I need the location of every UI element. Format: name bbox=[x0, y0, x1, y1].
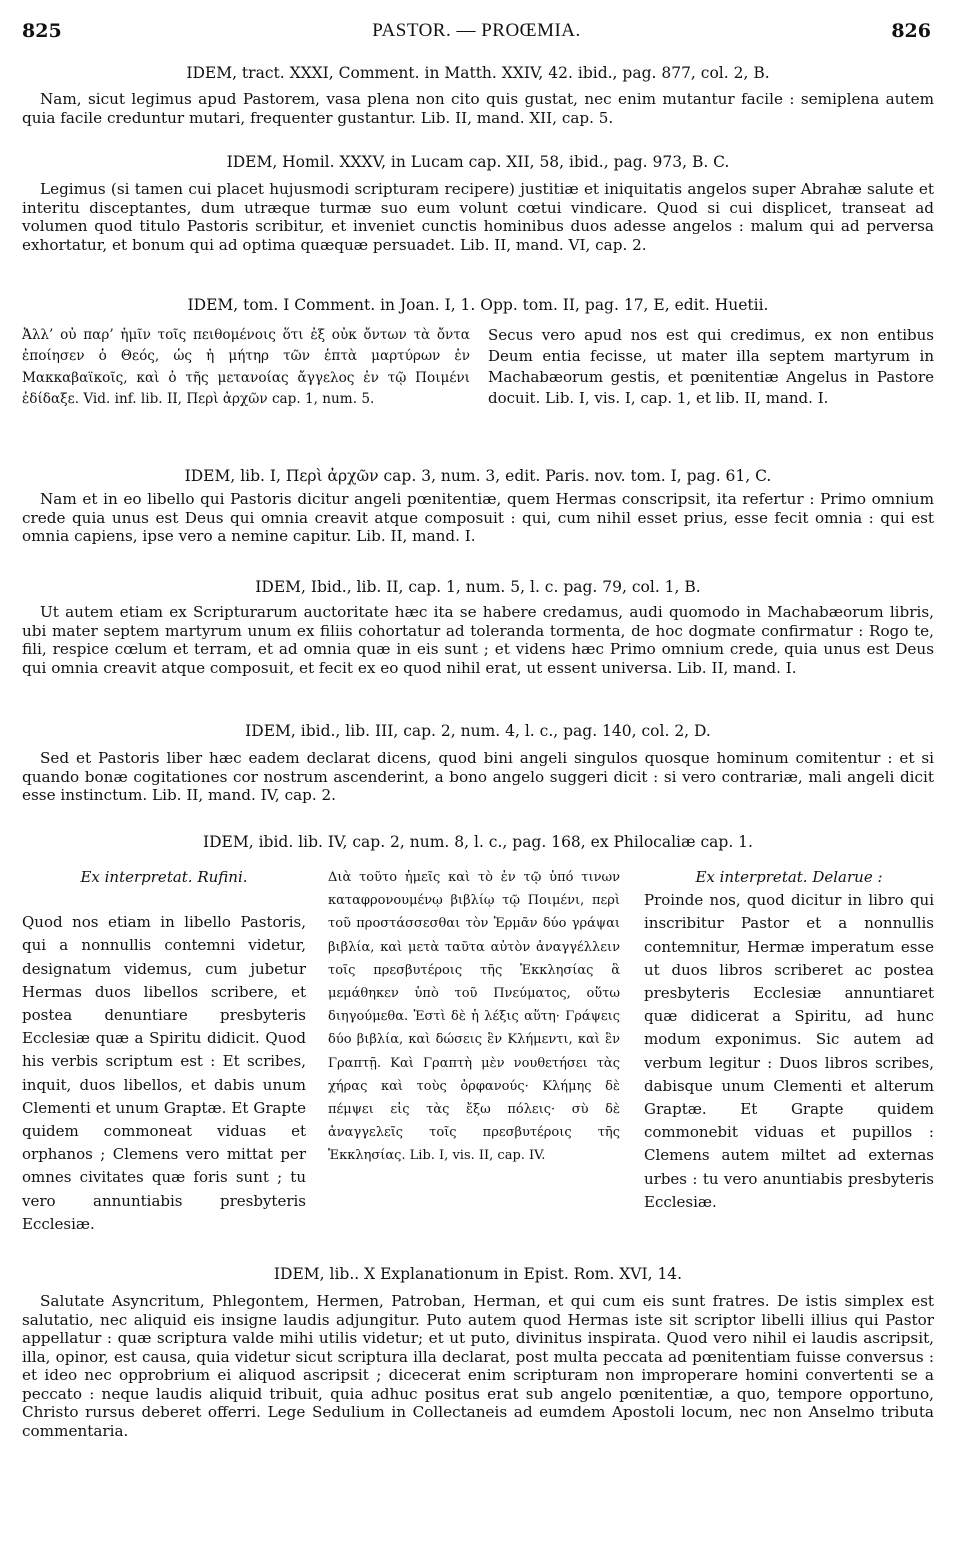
rufinus-column bbox=[22, 866, 306, 1236]
citation-homil-xxxv: IDEM, Homil. XXXV, in Lucam cap. XII, 58, ibid., pag. 973, B. C. bbox=[226, 153, 730, 171]
rufinus-heading: Ex interpretat. Rufini. bbox=[80, 868, 248, 886]
paragraph-matthew: Nam, sicut legimus apud Pastorem, vasa plena non cito quis gustat, nec enim mutantur facile : semiplena autem quia facile creduntur mutari, frequenter gustantur. Lib. II, mand. XII, cap. 5. bbox=[22, 90, 934, 127]
citation-epist-rom: IDEM, lib.. X Explanationum in Epist. Rom. XVI, 14. bbox=[273, 1265, 683, 1283]
latin-column-joan: Secus vero apud nos est qui credimus, ex non entibus Deum entia fecisse, ut mater illa septem martyrum in Machabæorum gestis, et pœnitentiæ Angelus in Pastore docuit. Lib. I, vis. I, cap. 1, et lib. II, mand. I. bbox=[488, 326, 934, 407]
citation-peri-archon-2: IDEM, Ibid., lib. II, cap. 1, num. 5, l. c. pag. 79, col. 1, B. bbox=[255, 578, 701, 596]
delarue-text: Proinde nos, quod dicitur in libro qui inscribitur Pastor et a nonnullis contemnitur, Hermæ imperatum esse ut duos libros scriberet ac postea presbyteris Ecclesiæ annuntiaret quæ didicerat a Spiritu, ad hunc modum exponimus. Sic autem ad verbum legitur : Duos libros scribes, dabisque unum Clementi et alterum Graptæ. Et Grapte quidem commonebit viduas et pupillos : Clemens autem miltet ad externas urbes : tu vero anuntiabis presbyteris Ecclesiæ. bbox=[644, 891, 934, 1211]
paragraph-luke: Legimus (si tamen cui placet hujusmodi scripturam recipere) justitiæ et iniquitatis angelos super Abrahæ salute et interitu disceptantes, dum utræque turmæ suo eum volunt cœtui vindicare. Quod si cui displicet, transeat ad volumen quod titulo Pastoris scribitur, et inveniet cunctis hominibus duos adesse angelos : malum qui ad perversa exhortatur, et bonum qui ad optima quæquæ persuadet. Lib. II, mand. VI, cap. 2. bbox=[22, 180, 934, 254]
paragraph-peri-archon-1: Nam et in eo libello qui Pastoris dicitur angeli pœnitentiæ, quem Hermas conscripsit, ita refertur : Primo omnium crede quia unus est Deus qui omnia creavit atque composuit : qui, cum nihil esset prius, esse fecit omnia : qui est omnia capiens, ipse vero a nemine capitur. Lib. II, mand. I. bbox=[22, 490, 934, 545]
citation-tract-xxxi: IDEM, tract. XXXI, Comment. in Matth. XXIV, 42. ibid., pag. 877, col. 2, B. bbox=[186, 64, 770, 82]
running-header bbox=[22, 20, 931, 46]
paragraph-peri-archon-2: Ut autem etiam ex Scripturarum auctoritate hæc ita se habere credamus, audi quomodo in Machabæorum libris, ubi mater septem martyrum unum ex filiis cohortatur ad toleranda tormenta, de hoc dogmate confirmatur : Rogo te, fili, respice cœlum et terram, et ad omnia quæ in eis sunt ; et videns hæc Primo omnium crede, quia unus est Deus qui omnia creavit atque composuit, et fecit ex eo quod nihil erat, ut essent universa. Lib. II, mand. I. bbox=[22, 603, 934, 677]
greek-column-joan: Ἀλλ’ οὐ παρ’ ἡμῖν τοῖς πειθομένοις ὅτι ἐξ οὐκ ὄντων τὰ ὄντα ἐποίησεν ὁ Θεός, ὡς ἡ μήτηρ τῶν ἑπτὰ μαρτύρων ἐν Μακκαβαϊκοῖς, καὶ ὁ τῆς μετανοίας ἄγγελος ἐν τῷ Ποιμένι ἐδίδαξε. Vid. inf. lib. II, Περὶ ἀρχῶν cap. 1, num. 5. bbox=[22, 327, 470, 408]
page-number-left: 825 bbox=[22, 20, 62, 42]
citation-peri-archon-1: IDEM, lib. I, Περὶ ἀρχῶν cap. 3, num. 3, edit. Paris. nov. tom. I, pag. 61, C. bbox=[184, 467, 772, 485]
citation-peri-archon-3: IDEM, ibid., lib. III, cap. 2, num. 4, l. c., pag. 140, col. 2, D. bbox=[245, 722, 711, 740]
delarue-column bbox=[644, 866, 934, 1214]
citation-philocalia: IDEM, ibid. lib. IV, cap. 2, num. 8, l. c., pag. 168, ex Philocaliæ cap. 1. bbox=[203, 833, 753, 851]
paragraph-epist-rom: Salutate Asyncritum, Phlegontem, Hermen, Patroban, Herman, et qui cum eis sunt fratres. De istis simplex est salutatio, nec aliquid eis insigne laudis adjungitur. Puto autem quod Hermas iste sit scriptor libelli illius qui Pastor appellatur : quæ scriptura valde mihi utilis videtur; et ut puto, divinitus inspirata. Quod vero nihil ei laudis ascripsit, illa, opinor, est causa, quia videtur sicut scriptura illa declarat, post multa peccata ad pœnitentiam fuisse conversus : et ideo nec opprobrium ei aliquod ascripsit ; dicecerat enim scripturam non improperare homini convertenti se a peccato : neque laudis aliquid tribuit, quia adhuc positus erat sub angelo pœnitentiæ, a quo, tempore opportuno, Christo rursus deberet offerri. Lege Sedulium in Collectaneis ad eumdem Apostoli locum, nec non Anselmo tributa commentaria. bbox=[22, 1292, 934, 1440]
greek-column-philocalia: Διὰ τοῦτο ἡμεῖς καὶ τὸ ἐν τῷ ὑπό τινων καταφρονουμένῳ βιβλίῳ τῷ Ποιμένι, περὶ τοῦ προστάσσεσθαι τὸν Ἑρμᾶν δύο γράψαι βιβλία, καὶ μετὰ ταῦτα αὐτὸν ἀναγγέλλειν τοῖς πρεσβυτέροις τῆς Ἐκκλησίας ἃ μεμάθηκεν ὑπὸ τοῦ Πνεύματος, οὕτω διηγούμεθα. Ἐστὶ δὲ ἡ λέξις αὕτη· Γράψεις δύο βιβλία, καὶ δώσεις ἓν Κλήμεντι, καὶ ἓν Γραπτῇ. Καὶ Γραπτὴ μὲν νουθετήσει τὰς χήρας καὶ τοὺς ὀρφανούς· Κλήμης δὲ πέμψει εἰς τὰς ἔξω πόλεις· σὺ δὲ ἀναγγελεῖς τοῖς πρεσβυτέροις τῆς Ἐκκλησίας. Lib. I, vis. II, cap. IV. bbox=[328, 870, 620, 1164]
delarue-heading: Ex interpretat. Delarue : bbox=[695, 868, 883, 886]
paragraph-peri-archon-3: Sed et Pastoris liber hæc eadem declarat dicens, quod bini angeli singulos quosque hominum comitentur : et si quando bonæ cogitationes cor nostrum ascenderint, a bono angelo suggeri dicit : si vero contrariæ, mali angeli dicit esse instinctum. Lib. II, mand. IV, cap. 2. bbox=[22, 749, 934, 804]
rufinus-text: Quod nos etiam in libello Pastoris, qui a nonnullis contemni videtur, designatum videmus, cum jubetur Hermas duos libellos scribere, et postea denuntiare presbyteris Ecclesiæ quæ a Spiritu didicit. Quod his verbis scriptum est : Et scribes, inquit, duos libellos, et dabis unum Clementi et unum Graptæ. Et Grapte quidem commoneat viduas et orphanos ; Clemens vero mittat per omnes civitates quæ foris sunt ; tu vero annuntiabis presbyteris Ecclesiæ. bbox=[22, 913, 306, 1233]
page-number-right: 826 bbox=[891, 20, 931, 42]
running-title: PASTOR. — PROŒMIA. bbox=[372, 20, 581, 41]
citation-comment-joan: IDEM, tom. I Comment. in Joan. I, 1. Opp. tom. II, pag. 17, E, edit. Huetii. bbox=[187, 296, 769, 314]
